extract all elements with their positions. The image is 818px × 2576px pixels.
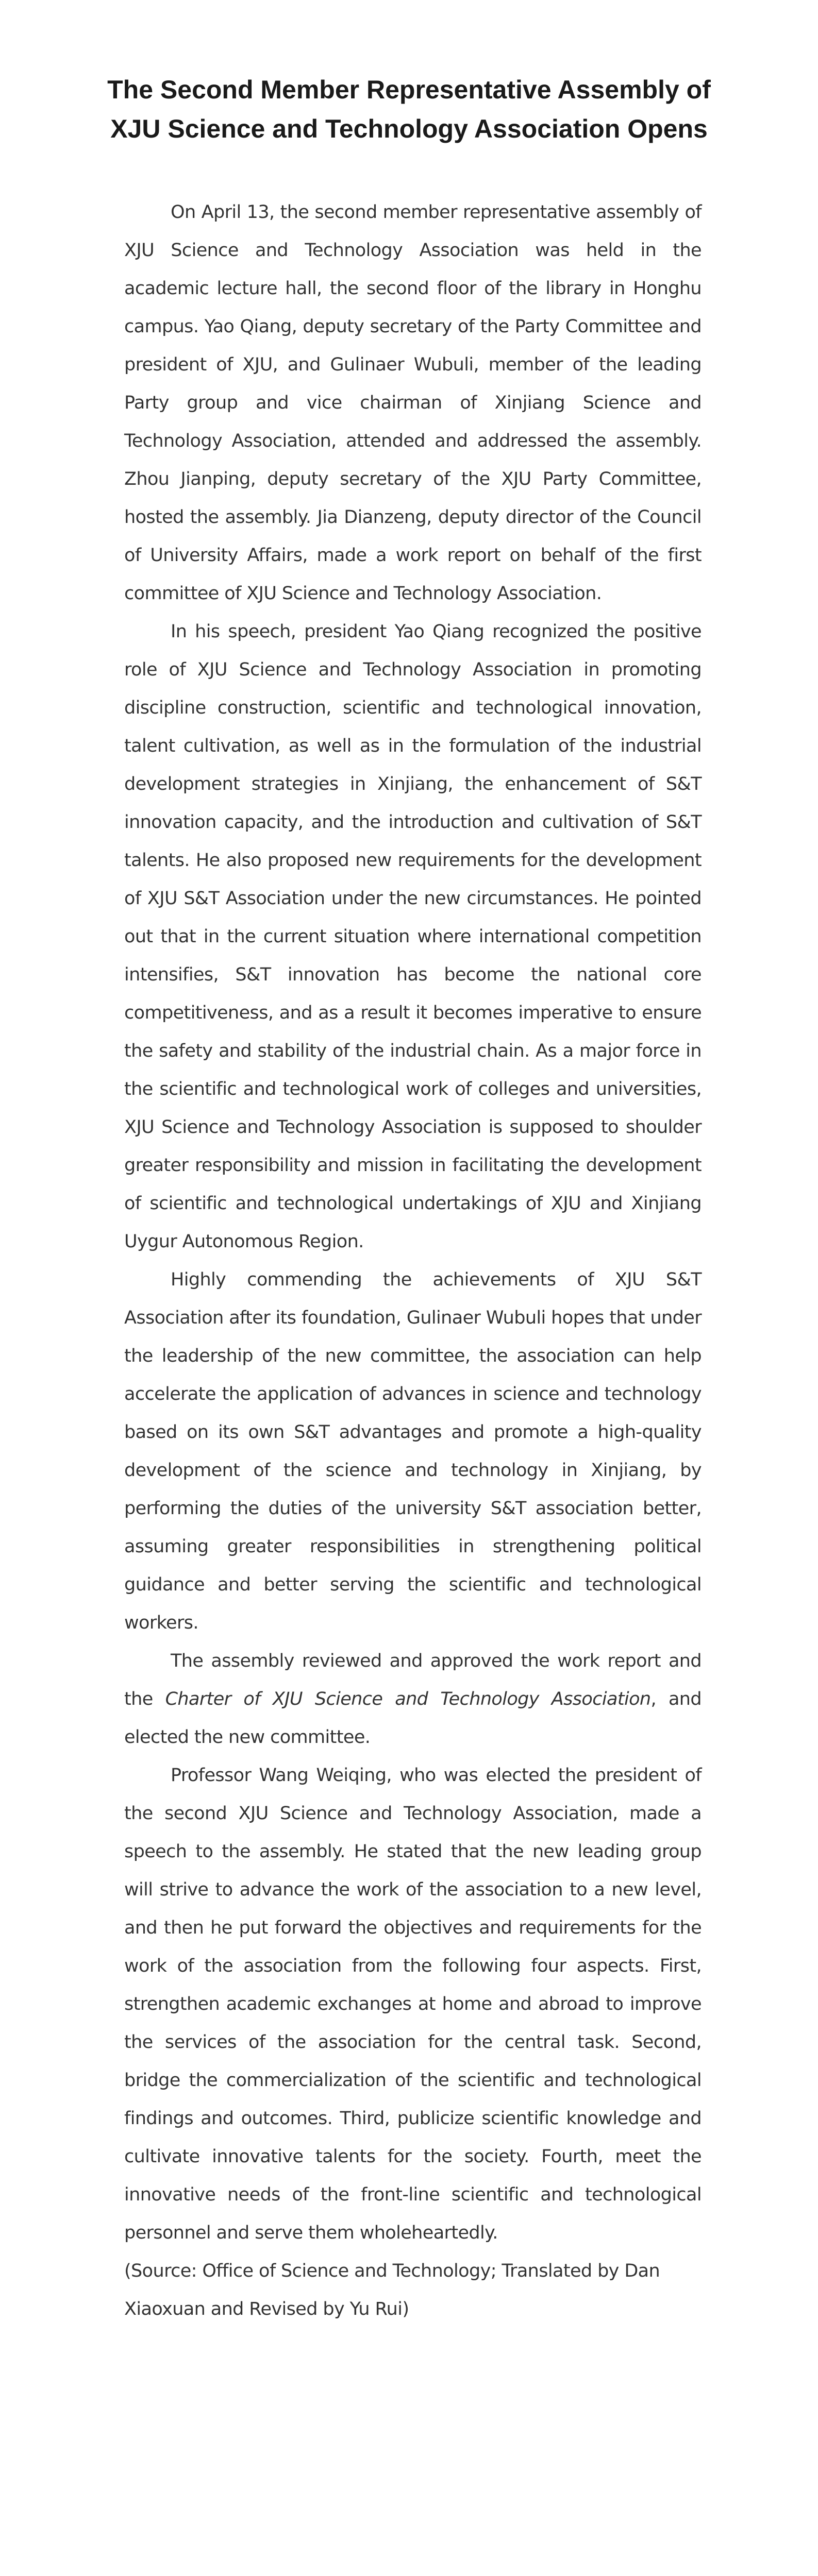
article-title-line-2: XJU Science and Technology Association Opens xyxy=(110,114,708,143)
paragraph-4 xyxy=(124,1642,702,1756)
article-body xyxy=(124,193,702,2328)
paragraph-4-text-after: , and elected the new committee. xyxy=(124,1689,702,1748)
paragraph-5: Professor Wang Weiqing, who was elected the president of the second XJU Science and Technology Association, made a speech to the assembly. He stated that the new leading group will strive to advance the work of the association to a new level, and then he put forward the objectives and requirements for the work of the association from the following four aspects. First, strengthen academic exchanges at home and abroad to improve the services of the association for the central task. Second, bridge the commercialization of the scientific and technological findings and outcomes. Third, publicize scientific knowledge and cultivate innovative talents for the society. Fourth, meet the innovative needs of the front-line scientific and technological personnel and serve them wholeheartedly. xyxy=(124,1765,702,2243)
paragraph-4-text-before: The assembly reviewed and approved the work report and the xyxy=(124,1651,702,1709)
paragraph-3: Highly commending the achievements of XJU S&T Association after its foundation, Gulinaer Wubuli hopes that under the leadership of the new committee, the association can help accelerate the application of advances in science and technology based on its own S&T advantages and promote a high-quality development of the science and technology in Xinjiang, by performing the duties of the university S&T association better, assuming greater responsibilities in strengthening political guidance and better serving the scientific and technological workers. xyxy=(124,1269,702,1633)
charter-title: Charter of XJU Science and Technology Association xyxy=(165,1689,651,1709)
source-credit: (Source: Office of Science and Technology; Translated by Dan Xiaoxuan and Revised by Yu Rui) xyxy=(124,2261,660,2319)
article-title-line-1: The Second Member Representative Assembly of xyxy=(107,75,711,104)
paragraph-2: In his speech, president Yao Qiang recognized the positive role of XJU Science and Technology Association in promoting discipline construction, scientific and technological innovation, talent cultivation, as well as in the formulation of the industrial development strategies in Xinjiang, the enhancement of S&T innovation capacity, and the introduction and cultivation of S&T talents. He also proposed new requirements for the development of XJU S&T Association under the new circumstances. He pointed out that in the current situation where international competition intensifies, S&T innovation has become the national core competitiveness, and as a result it becomes imperative to ensure the safety and stability of the industrial chain. As a major force in the scientific and technological work of colleges and universities, XJU Science and Technology Association is supposed to shoulder greater responsibility and mission in facilitating the development of scientific and technological undertakings of XJU and Xinjiang Uygur Autonomous Region. xyxy=(124,621,702,1252)
article-title xyxy=(0,70,818,148)
paragraph-1: On April 13, the second member representative assembly of XJU Science and Technology Association was held in the academic lecture hall, the second floor of the library in Honghu campus. Yao Qiang, deputy secretary of the Party Committee and president of XJU, and Gulinaer Wubuli, member of the leading Party group and vice chairman of Xinjiang Science and Technology Association, attended and addressed the assembly. Zhou Jianping, deputy secretary of the XJU Party Committee, hosted the assembly. Jia Dianzeng, deputy director of the Council of University Affairs, made a work report on behalf of the first committee of XJU Science and Technology Association. xyxy=(124,202,702,604)
